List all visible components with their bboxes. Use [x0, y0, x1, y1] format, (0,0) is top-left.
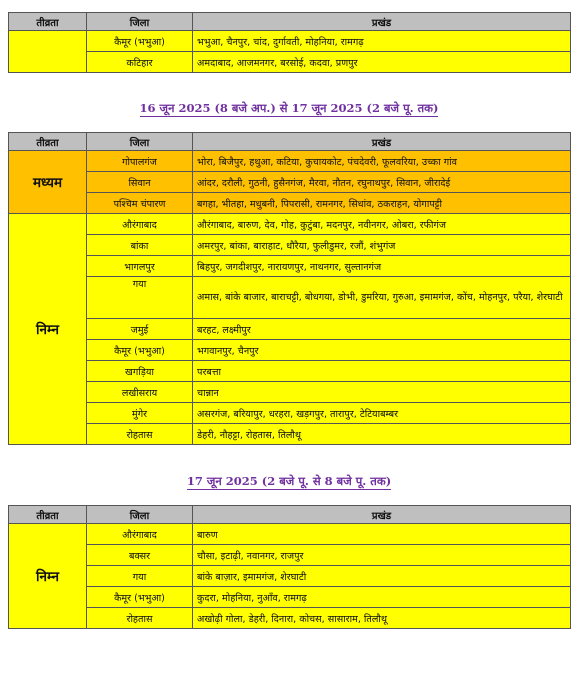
district-cell: पश्चिम चंपारण	[87, 193, 193, 214]
table-row	[9, 319, 571, 340]
block-cell: अखोढ़ी गोला, डेहरी, दिनारा, कोचस, सासाराम, तिलौथू	[193, 608, 571, 629]
district-cell: मुंगेर	[87, 403, 193, 424]
table-3	[8, 505, 571, 629]
table-row	[9, 31, 571, 52]
district-cell: रोहतास	[87, 424, 193, 445]
table-row	[9, 382, 571, 403]
table-row	[9, 214, 571, 235]
table-1	[8, 12, 571, 73]
district-cell: बांका	[87, 235, 193, 256]
header-district: जिला	[87, 506, 193, 524]
block-cell: अमास, बांके बाजार, बाराचट्टी, बोधगया, डोभी, डुमरिया, गुरुआ, इमामगंज, कोंच, मोहनपुर, परैया, शेरघाटी	[193, 277, 571, 319]
district-cell: औरंगाबाद	[87, 524, 193, 545]
district-cell: कटिहार	[87, 52, 193, 73]
table-header-row	[9, 133, 571, 151]
block-cell: भगवानपुर, चैनपुर	[193, 340, 571, 361]
district-cell: बक्सर	[87, 545, 193, 566]
severity-cell-empty	[9, 31, 87, 73]
block-cell: बिहपुर, जगदीशपुर, नारायणपुर, नाथनगर, सुल्तानगंज	[193, 256, 571, 277]
header-district: जिला	[87, 13, 193, 31]
district-cell: कैमूर (भभुआ)	[87, 587, 193, 608]
district-cell: जमुई	[87, 319, 193, 340]
section-3-heading: 17 जून 2025 (2 बजे पू. से 8 बजे पू. तक)	[186, 474, 392, 488]
table-row	[9, 256, 571, 277]
table-row	[9, 566, 571, 587]
district-cell: कैमूर (भभुआ)	[87, 31, 193, 52]
table-row	[9, 172, 571, 193]
district-cell: लखीसराय	[87, 382, 193, 403]
block-cell: आंदर, दरौली, गुठनी, हुसैनगंज, मैरवा, नौतन, रघुनाथपुर, सिवान, जीरादेई	[193, 172, 571, 193]
block-cell: चान्नान	[193, 382, 571, 403]
severity-cell-low: निम्न	[9, 524, 87, 629]
table-row	[9, 193, 571, 214]
table-row	[9, 340, 571, 361]
header-severity: तीव्रता	[9, 13, 87, 31]
table-row	[9, 587, 571, 608]
header-district: जिला	[87, 133, 193, 151]
block-cell: बारुण	[193, 524, 571, 545]
header-block: प्रखंड	[193, 506, 571, 524]
header-block: प्रखंड	[193, 133, 571, 151]
table-row	[9, 52, 571, 73]
table-row	[9, 545, 571, 566]
block-cell: कुदरा, मोहनिया, नुआँव, रामगढ़	[193, 587, 571, 608]
block-cell: औरंगाबाद, बारुण, देव, गोह, कुटुंबा, मदनपुर, नवीनगर, ओबरा, रफीगंज	[193, 214, 571, 235]
table-2	[8, 132, 571, 445]
table-row	[9, 424, 571, 445]
block-cell: भोरा, बिजैपुर, हथुआ, कटिया, कुचायकोट, पंचदेवरी, फूलवरिया, उच्का गांव	[193, 151, 571, 172]
district-cell: सिवान	[87, 172, 193, 193]
block-cell: परबत्ता	[193, 361, 571, 382]
table-row	[9, 608, 571, 629]
district-cell: गोपालगंज	[87, 151, 193, 172]
block-cell: बरहट, लक्ष्मीपुर	[193, 319, 571, 340]
table-row	[9, 277, 571, 319]
block-cell: भभुआ, चैनपुर, चांद, दुर्गावती, मोहनिया, रामगढ़	[193, 31, 571, 52]
block-cell: अमदाबाद, आजमनगर, बरसोई, कदवा, प्रणपुर	[193, 52, 571, 73]
table-header-row	[9, 506, 571, 524]
district-cell: भागलपुर	[87, 256, 193, 277]
table-row	[9, 235, 571, 256]
block-cell: डेहरी, नौहट्टा, रोहतास, तिलौथू	[193, 424, 571, 445]
table-row	[9, 151, 571, 172]
table-row	[9, 361, 571, 382]
header-block: प्रखंड	[193, 13, 571, 31]
header-severity: तीव्रता	[9, 506, 87, 524]
table-row	[9, 403, 571, 424]
district-cell: गया	[87, 566, 193, 587]
district-cell: रोहतास	[87, 608, 193, 629]
block-cell: बगहा, भीतहा, मधुबनी, पिपरासी, रामनगर, सिधांव, ठकराहन, योगापट्टी	[193, 193, 571, 214]
severity-cell-moderate: मध्यम	[9, 151, 87, 214]
block-cell: अमरपुर, बांका, बाराहाट, धौरैया, फुलीडुमर, रजौं, शंभुगंज	[193, 235, 571, 256]
severity-cell-low: निम्न	[9, 214, 87, 445]
table-header-row	[9, 13, 571, 31]
block-cell: चौसा, इटाढ़ी, नवानगर, राजपुर	[193, 545, 571, 566]
block-cell: असरगंज, बरियापुर, धरहरा, खड़गपुर, तारापुर, टेटियाबम्बर	[193, 403, 571, 424]
block-cell: बांके बाज़ार, इमामगंज, शेरघाटी	[193, 566, 571, 587]
table-row	[9, 524, 571, 545]
section-2-heading: 16 जून 2025 (8 बजे अप.) से 17 जून 2025 (2 बजे पू. तक)	[139, 101, 439, 115]
district-cell: खगड़िया	[87, 361, 193, 382]
district-cell: गया	[87, 277, 193, 319]
header-severity: तीव्रता	[9, 133, 87, 151]
district-cell: औरंगाबाद	[87, 214, 193, 235]
district-cell: कैमूर (भभुआ)	[87, 340, 193, 361]
